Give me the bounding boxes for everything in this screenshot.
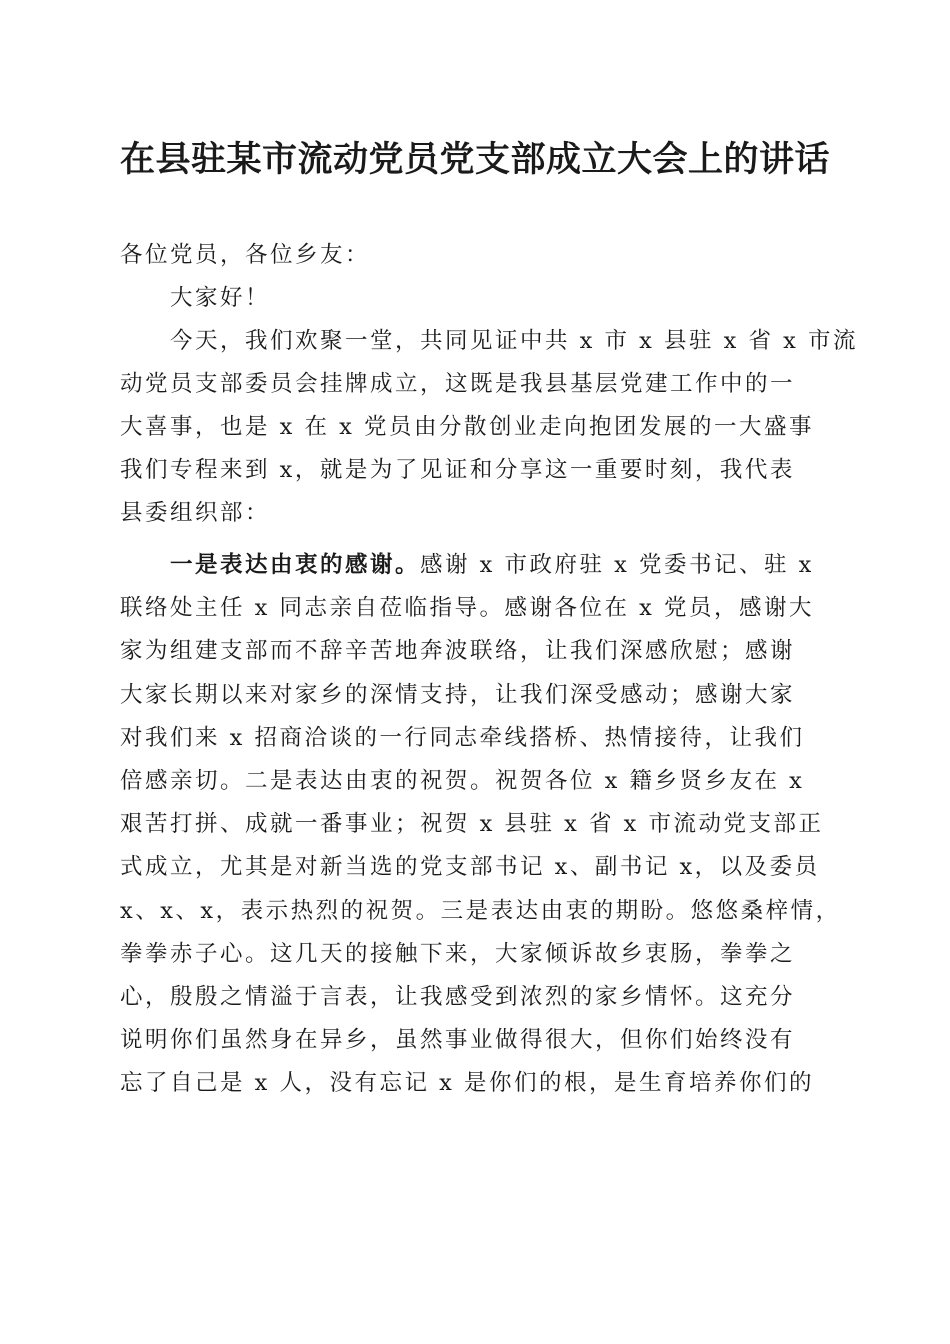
paragraph-line: 心，殷殷之情溢于言表，让我感受到浓烈的家乡情怀。这充分 <box>120 984 796 1010</box>
salutation: 各位党员，各位乡友： <box>120 242 371 268</box>
paragraph-line: 大喜事，也是 x 在 x 党员由分散创业走向抱团发展的一大盛事 <box>120 414 814 440</box>
paragraph-line: 县委组织部： <box>120 500 271 526</box>
paragraph-line: 我们专程来到 x，就是为了见证和分享这一重要时刻，我代表 <box>120 457 795 483</box>
paragraph-line: x、x、x，表示热烈的祝贺。三是表达由衷的期盼。悠悠桑梓情， <box>120 898 841 924</box>
paragraph-line: 家为组建支部而不辞辛苦地奔波联络，让我们深感欣慰；感谢 <box>120 638 796 664</box>
paragraph-line: 联络处主任 x 同志亲自莅临指导。感谢各位在 x 党员，感谢大 <box>120 595 814 621</box>
paragraph-line: 对我们来 x 招商洽谈的一行同志牵线搭桥、热情接待，让我们 <box>120 725 805 751</box>
paragraph-line: 说明你们虽然身在异乡，虽然事业做得很大，但你们始终没有 <box>120 1027 796 1053</box>
paragraph-line: 今天，我们欢聚一堂，共同见证中共 x 市 x 县驻 x 省 x 市流 <box>170 328 858 354</box>
paragraph-line: 大家长期以来对家乡的深情支持，让我们深受感动；感谢大家 <box>120 682 796 708</box>
paragraph-line: 动党员支部委员会挂牌成立，这既是我县基层党建工作中的一 <box>120 371 796 397</box>
paragraph-line: 拳拳赤子心。这几天的接触下来，大家倾诉故乡衷肠，拳拳之 <box>120 941 796 967</box>
paragraph-line: 艰苦打拼、成就一番事业；祝贺 x 县驻 x 省 x 市流动党支部正 <box>120 811 824 837</box>
greeting: 大家好！ <box>170 285 271 311</box>
paragraph-line-text: 感谢 x 市政府驻 x 党委书记、驻 x <box>420 552 814 578</box>
paragraph-line: 忘了自己是 x 人，没有忘记 x 是你们的根，是生育培养你们的 <box>120 1070 814 1096</box>
paragraph-lead-heading: 一是表达由衷的感谢。 <box>170 552 421 578</box>
paragraph-line <box>170 550 814 580</box>
paragraph-line: 式成立，尤其是对新当选的党支部书记 x、副书记 x，以及委员 <box>120 854 820 880</box>
document-title: 在县驻某市流动党员党支部成立大会上的讲话 <box>119 139 830 180</box>
paragraph-line: 倍感亲切。二是表达由衷的祝贺。祝贺各位 x 籍乡贤乡友在 x <box>120 768 805 794</box>
